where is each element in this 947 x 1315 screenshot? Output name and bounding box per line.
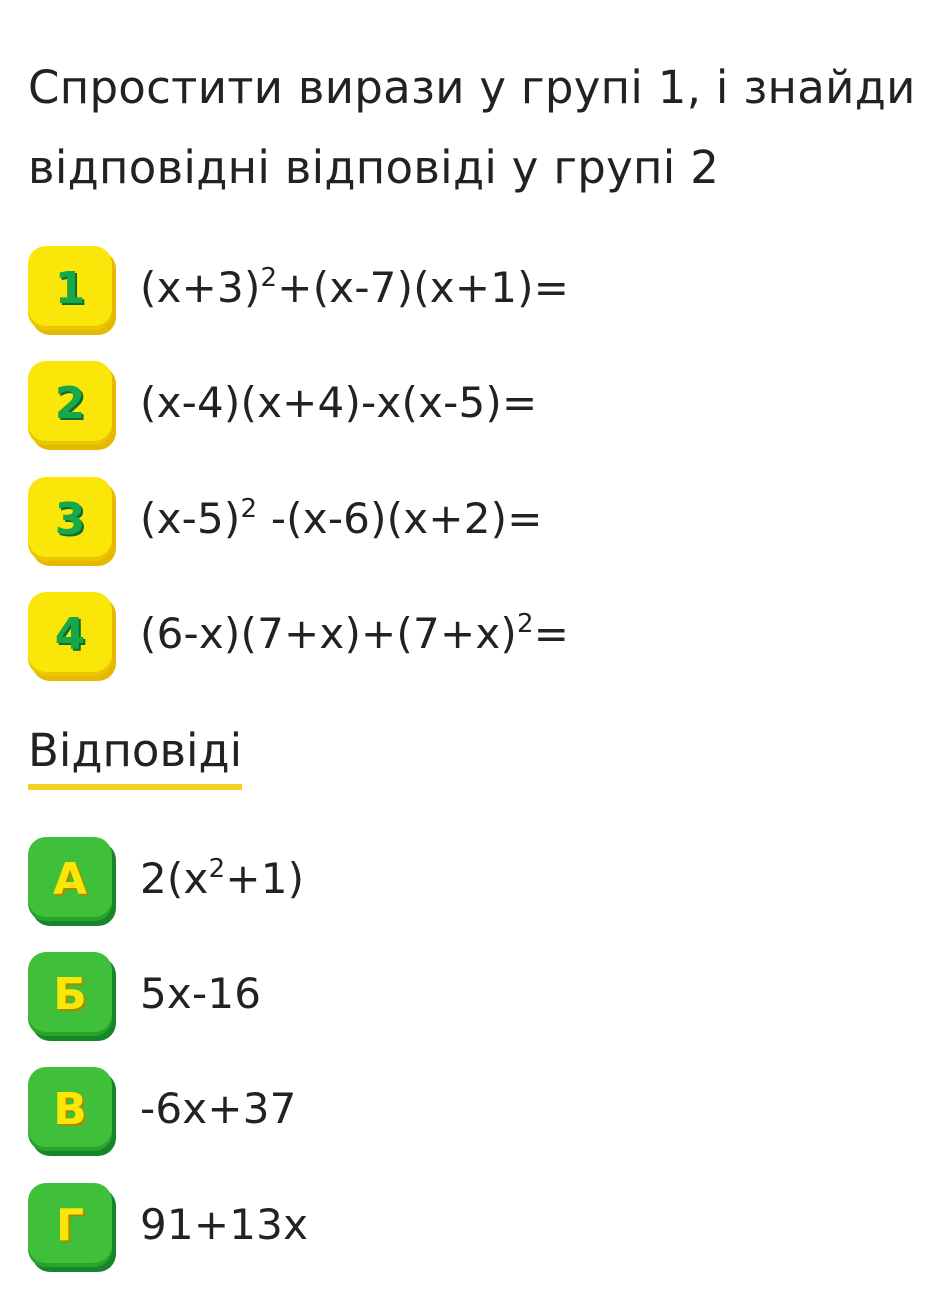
task-title-line-1: Спростити вирази у групі 1, і знайди [28,61,916,114]
number-badge-2: 2 [28,361,112,445]
answers-heading: Відповіді [28,722,242,790]
expression-3: $(x-5)^2$ -(x-6)(x+2)= [140,494,543,543]
letter-badge-b: Б [28,952,112,1036]
answer-b: 5x-16 [140,969,262,1018]
expression-item-3 [28,476,543,562]
letter-badge-g: Г [28,1183,112,1267]
letter-badge-a: А [28,837,112,921]
expression-1: $(x+3)^2+(x-7)(x+1)=$ [140,263,570,312]
answer-item-b [28,951,261,1037]
expression-2: (x-4)(x+4)-x(x-5)= [140,378,538,427]
answer-item-a [28,836,304,922]
expression-item-1 [28,245,569,331]
expression-item-2 [28,360,537,446]
task-title-line-2: відповідні відповіді у групі 2 [28,141,720,194]
number-badge-3: 3 [28,477,112,561]
answer-v: -6x+37 [140,1084,297,1133]
answer-g: 91+13x [140,1200,309,1249]
letter-badge-v: В [28,1067,112,1151]
answer-item-v [28,1066,297,1152]
number-badge-4: 4 [28,592,112,676]
number-badge-1: 1 [28,246,112,330]
task-title [28,48,928,208]
answer-a: $2(x^2+1)$ [140,854,305,903]
expression-4: $(6-x)(7+x)+(7+x)^2=$ [140,609,570,658]
expression-item-4 [28,591,569,677]
answer-item-g [28,1182,308,1268]
